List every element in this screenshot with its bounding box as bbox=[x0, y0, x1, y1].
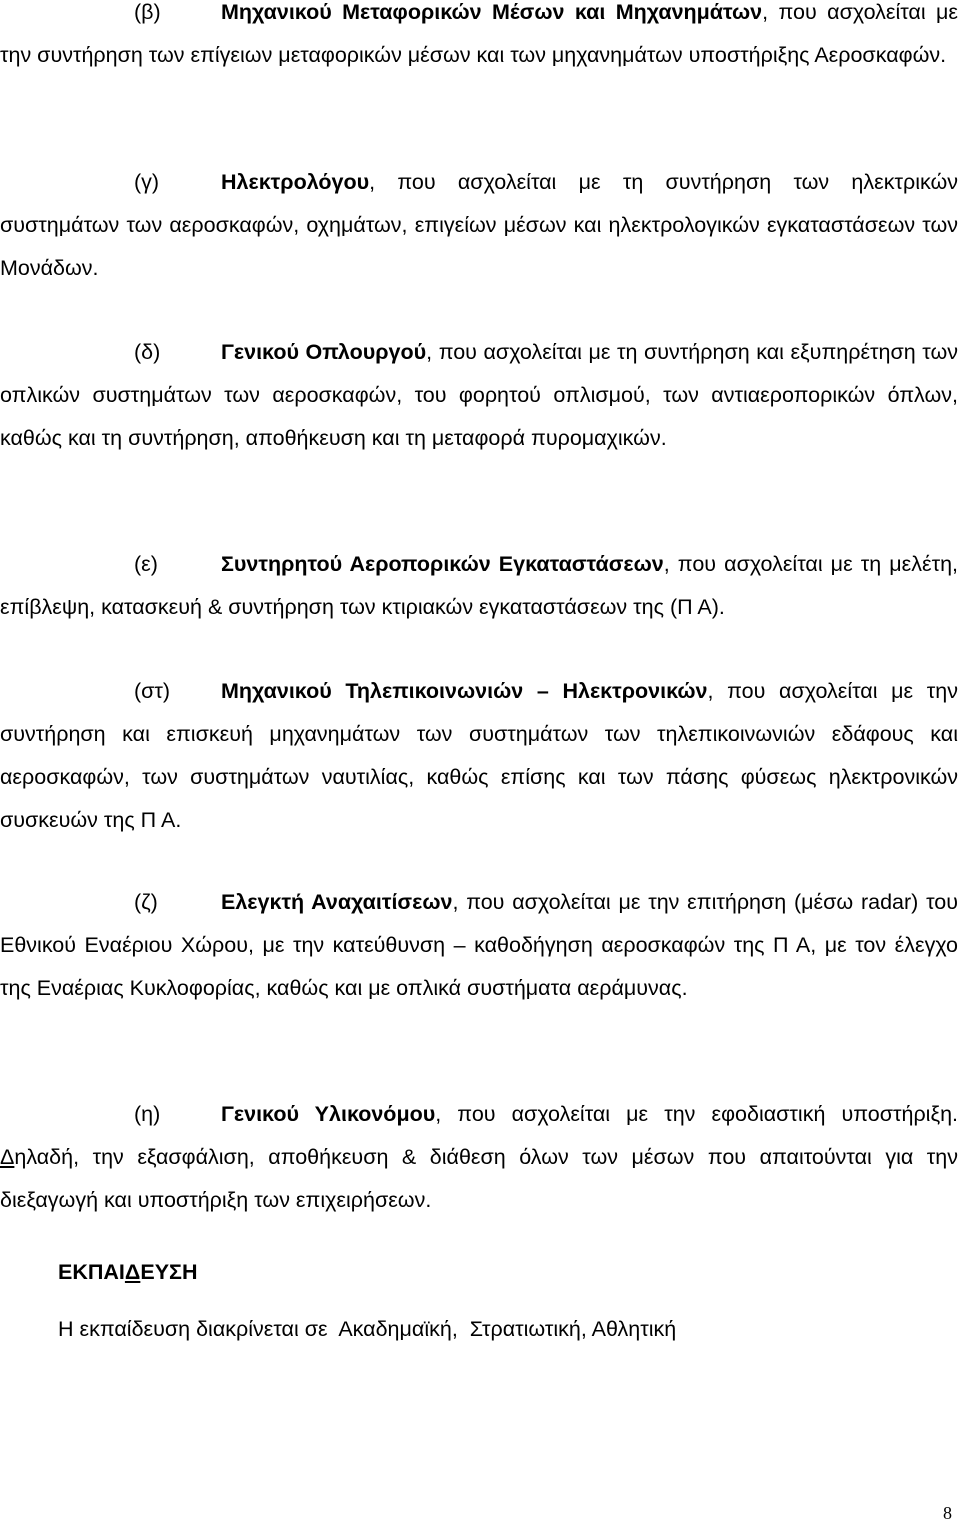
paragraph-zeta bbox=[0, 881, 958, 1010]
paragraph-gamma bbox=[0, 161, 958, 290]
item-title: Μηχανικού Τηλεπικοινωνιών – Ηλεκτρονικών bbox=[221, 679, 708, 703]
item-title: Μηχανικού Μεταφορικών Μέσων και Μηχανημάτων bbox=[221, 0, 763, 24]
page-number: 8 bbox=[943, 1503, 952, 1523]
item-label: (δ) bbox=[134, 340, 161, 364]
paragraph-stigma bbox=[0, 670, 958, 842]
heading-part: ΕΥΣΗ bbox=[140, 1260, 198, 1284]
item-label: (η) bbox=[134, 1102, 161, 1126]
section-text: Η εκπαίδευση διακρίνεται σε Ακαδημαϊκή, Στρατιωτική, Αθλητική bbox=[58, 1317, 677, 1341]
item-label: (στ) bbox=[134, 679, 171, 703]
item-text: , που ασχολείται με τη συντήρηση των ηλεκτρικών συστημάτων των αεροσκαφών, οχημάτων, επιγείων μέσων και ηλεκτρολογικών εγκαταστάσεων των Μονάδων. bbox=[0, 170, 958, 280]
item-text: , που ασχολείται με την συντήρηση και επισκευή μηχανημάτων των συστημάτων των τηλεπικοινωνιών εδάφους και αεροσκαφών, των συστημάτων ναυτιλίας, καθώς επίσης και των πάσης φύσεως ηλεκτρονικών συσκευών της Π Α. bbox=[0, 679, 958, 832]
paragraph-delta bbox=[0, 331, 958, 460]
item-label: (ζ) bbox=[134, 890, 158, 914]
item-text: , που ασχολείται με την συντήρηση των επίγειων μεταφορικών μέσων και των μηχανημάτων υποστήριξης Αεροσκαφών. bbox=[0, 0, 958, 67]
item-title: Συντηρητού Αεροπορικών Εγκαταστάσεων bbox=[221, 552, 664, 576]
item-title: Ηλεκτρολόγου bbox=[221, 170, 370, 194]
heading-part: ΕΚΠΑΙ bbox=[58, 1260, 125, 1284]
item-text-continued: ηλαδή, την εξασφάλιση, αποθήκευση & διάθεση όλων των μέσων που απαιτούνται για την διεξαγωγή και υποστήριξη των επιχειρήσεων. bbox=[0, 1145, 958, 1212]
item-text: , που ασχολείται με την επιτήρηση (μέσω radar) του Εθνικού Εναέριου Χώρου, με την κατεύθυνση – καθοδήγηση αεροσκαφών της Π Α, με τον έλεγχο της Εναέριας Κυκλοφορίας, καθώς και με οπλικά συστήματα αεράμυνας. bbox=[0, 890, 958, 1000]
item-label: (β) bbox=[134, 0, 161, 24]
item-label: (ε) bbox=[134, 552, 158, 576]
heading-underlined-letter: Δ bbox=[124, 1260, 141, 1284]
item-label: (γ) bbox=[134, 170, 160, 194]
item-text: , που ασχολείται με τη συντήρηση και εξυπηρέτηση των οπλικών συστημάτων των αεροσκαφών, του φορητού οπλισμού, των αντιαεροπορικών όπλων, καθώς και τη συντήρηση, αποθήκευση και τη μεταφορά πυρομαχικών. bbox=[0, 340, 958, 450]
paragraph-epsilon bbox=[0, 543, 958, 629]
item-title: Γενικού Οπλουργού bbox=[221, 340, 427, 364]
item-title: Ελεγκτή Αναχαιτίσεων bbox=[221, 890, 453, 914]
item-text: , που ασχολείται με την εφοδιαστική υποστήριξη. bbox=[435, 1102, 959, 1126]
paragraph-eta bbox=[0, 1093, 958, 1222]
item-text: , που ασχολείται με τη μελέτη, επίβλεψη, κατασκευή & συντήρηση των κτιριακών εγκαταστάσεων της (Π Α). bbox=[0, 552, 959, 619]
section-heading bbox=[58, 1251, 197, 1294]
item-title: Γενικού Υλικονόμου bbox=[221, 1102, 436, 1126]
paragraph-beta bbox=[0, 0, 958, 77]
underlined-letter: Δ bbox=[0, 1145, 15, 1169]
